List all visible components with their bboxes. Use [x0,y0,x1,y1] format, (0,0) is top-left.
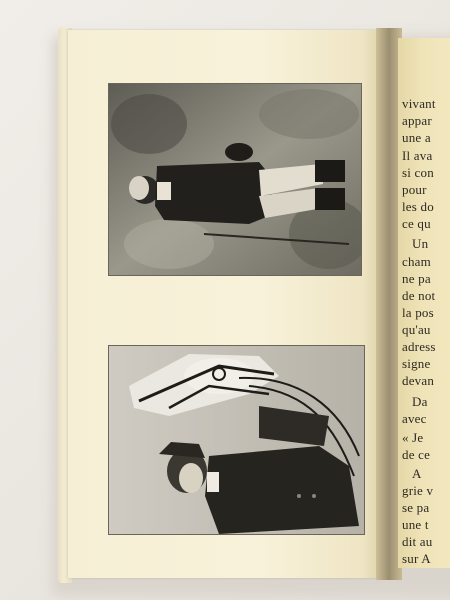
right-page-line: ce qu [402,216,431,231]
right-page-line: A [412,466,422,481]
right-page-line: grie v [402,483,434,498]
right-page-line: une a [402,130,431,145]
right-page [398,38,450,568]
right-page-line: Il ava [402,148,433,163]
right-page-line: avec [402,411,427,426]
right-page-line: « Je [402,430,424,445]
right-page-line: dit au [402,534,433,549]
right-page-line: se pa [402,500,430,515]
right-page-line: de ce [402,447,431,462]
right-page-line: les do [402,199,434,214]
right-page-line: Da [412,394,428,409]
photo-rider-horse-image [109,346,364,534]
right-page-line: cham [402,254,431,269]
photo-man-standing-image [109,84,361,275]
photo-man-standing [108,83,362,276]
open-book [58,28,450,583]
left-page [68,30,388,578]
right-page-line: une t [402,517,429,532]
right-page-line: la pos [402,305,434,320]
right-page-line: si con [402,165,434,180]
right-page-line: vivant [402,96,436,111]
right-page-line: sur A [402,551,431,566]
right-page-line: signe [402,356,431,371]
right-page-line: de not [402,288,436,303]
right-page-line: pour [402,182,427,197]
photo-rider-horse [108,345,365,535]
right-page-line: Un [412,236,429,251]
right-page-line: adress [402,339,436,354]
right-page-line: devan [402,373,435,388]
right-page-line: ne pa [402,271,431,286]
right-page-line: qu'au [402,322,431,337]
right-page-line: appar [402,113,432,128]
